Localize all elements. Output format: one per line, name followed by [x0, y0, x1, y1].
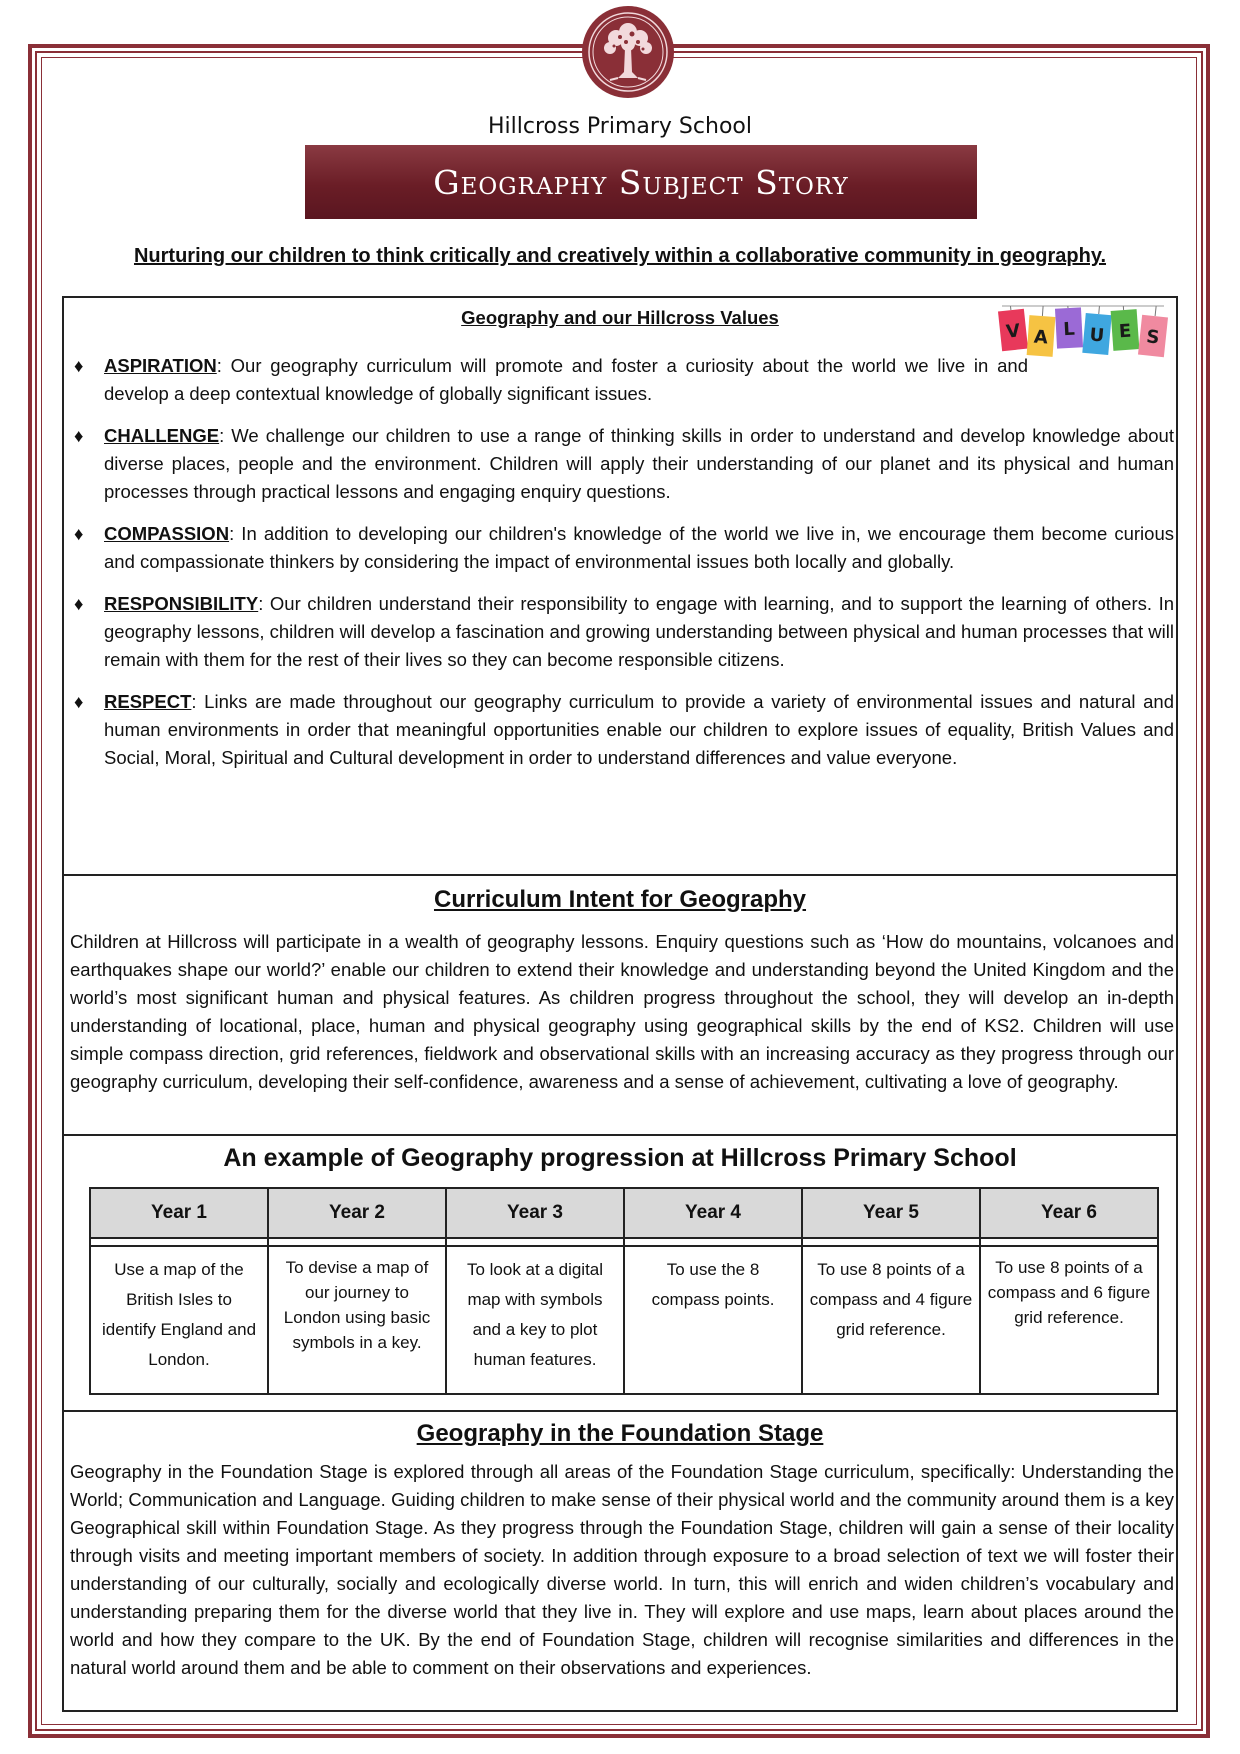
value-text: : Our geography curriculum will promote and foster a curiosity about the world we live in and develop a deep contextual knowledge of globally significant issues.: [104, 355, 1028, 404]
year-header: Year 1: [90, 1188, 268, 1238]
values-letter-tile: [998, 305, 1028, 351]
value-item-compassion: [70, 520, 1174, 576]
year-header: Year 6: [980, 1188, 1158, 1238]
progression-table: [89, 1187, 1159, 1395]
values-letter: L: [1062, 318, 1076, 341]
values-letter: V: [1005, 320, 1022, 343]
progression-cell: To look at a digital map with symbols and a key to plot human features.: [446, 1246, 624, 1394]
diamond-bullet-icon: ♦: [74, 355, 84, 376]
progression-cell: To use the 8 compass points.: [624, 1246, 802, 1394]
values-letter-tile: [1027, 305, 1056, 357]
progression-row: [90, 1246, 1158, 1394]
year-header: Year 2: [268, 1188, 446, 1238]
progression-header-row: [90, 1188, 1158, 1238]
value-text: : Our children understand their responsibility to engage with learning, and to support the learning of others. In geography lessons, children will develop a fascination and growing understanding between physical and human processes that will remain with them for the rest of their lives so they can become responsible citizens.: [104, 593, 1174, 670]
values-list: [70, 352, 1174, 786]
value-item-challenge: [70, 422, 1174, 506]
foundation-body: Geography in the Foundation Stage is explored through all areas of the Foundation Stage curriculum, specifically: Understanding the World; Communication and Language. Guiding children to make sense of their physical world and the community around them is a key Geographical skill within Foundation Stage. As they progress through the Foundation Stage, children will gain a sense of their locality through visits and meeting important members of society. In addition through exposure to a broad selection of text we will foster their understanding of our culturally, socially and ecologically diverse world. In turn, this will enrich and widen children’s vocabulary and understanding preparing them for the diverse world that they live in. They will explore and use maps, learn about places around the world and how they compare to the UK. By the end of Foundation Stage, children will recognise similarities and differences in the natural world around them and be able to comment on their observations and experiences.: [70, 1461, 1174, 1678]
value-item-responsibility: [70, 590, 1174, 674]
progression-cell: Use a map of the British Isles to identify England and London.: [90, 1246, 268, 1394]
section-divider: [62, 1134, 1178, 1136]
intent-body: Children at Hillcross will participate in a wealth of geography lessons. Enquiry questions such as ‘How do mountains, volcanoes and earthquakes shape our world?’ enable our children to extend their knowledge and understanding beyond the United Kingdom and the world’s most significant human and physical features. As children progress throughout the school, they will develop an in-depth understanding of locational, place, human and physical geography using geographical skills by the end of KS2. Children will use simple compass direction, grid references, fieldwork and observational skills with an increasing accuracy as they progress through our geography curriculum, developing their self-confidence, awareness and a sense of achievement, cultivating a love of geography.: [70, 931, 1174, 1092]
diamond-bullet-icon: ♦: [74, 425, 84, 446]
school-name: Hillcross Primary School: [488, 114, 752, 139]
values-heading: Geography and our Hillcross Values: [461, 307, 779, 328]
values-letter-tile: [1082, 305, 1112, 355]
table-spacer-row: [90, 1238, 1158, 1246]
value-name: ASPIRATION: [104, 355, 217, 376]
year-header: Year 3: [446, 1188, 624, 1238]
motto: Nurturing our children to think critically and creatively within a collaborative community in geography.: [133, 245, 1107, 267]
section-divider: [62, 1410, 1178, 1412]
value-name: COMPASSION: [104, 523, 230, 544]
value-item-respect: [70, 688, 1174, 772]
value-text: : Links are made throughout our geography curriculum to provide a variety of environmental issues and natural and human environments in order that meaningful opportunities enable our children to explore issues of equality, British Values and Social, Moral, Spiritual and Cultural development in order to understand differences and value everyone.: [104, 691, 1174, 768]
diamond-bullet-icon: ♦: [74, 691, 84, 712]
school-tree-logo: [580, 4, 676, 100]
foundation-heading: Geography in the Foundation Stage: [416, 1420, 824, 1447]
values-letter-tile: [1110, 305, 1139, 351]
section-divider: [62, 874, 1178, 876]
values-letter: A: [1033, 326, 1049, 349]
diamond-bullet-icon: ♦: [74, 593, 84, 614]
value-name: RESPECT: [104, 691, 192, 712]
year-header: Year 5: [802, 1188, 980, 1238]
value-text: : We challenge our children to use a range of thinking skills in order to understand and develop knowledge about diverse places, people and the environment. Children will apply their understanding of our planet and its physical and human processes through practical lessons and engaging enquiry questions.: [104, 425, 1174, 502]
value-name: RESPONSIBILITY: [104, 593, 259, 614]
values-letter: U: [1088, 324, 1106, 347]
intent-heading: Curriculum Intent for Geography: [433, 886, 807, 913]
value-text: : In addition to developing our children's knowledge of the world we live in, we encourage them become curious and compassionate thinkers by considering the impact of environmental issues both locally and globally.: [104, 523, 1174, 572]
progression-heading: An example of Geography progression at Hillcross Primary School: [223, 1144, 1017, 1172]
progression-cell: To use 8 points of a compass and 6 figure grid reference.: [980, 1246, 1158, 1394]
value-name: CHALLENGE: [104, 425, 220, 446]
year-header: Year 4: [624, 1188, 802, 1238]
diamond-bullet-icon: ♦: [74, 523, 84, 544]
values-letter-tile: [1055, 305, 1083, 348]
page-title: Geography Subject Story: [305, 145, 977, 219]
values-letter-tile: [1138, 305, 1169, 357]
values-letter: E: [1118, 320, 1132, 343]
values-letter: S: [1145, 326, 1161, 349]
progression-cell: To devise a map of our journey to London using basic symbols in a key.: [268, 1246, 446, 1394]
value-item-aspiration: [70, 352, 1028, 408]
progression-cell: To use 8 points of a compass and 4 figure grid reference.: [802, 1246, 980, 1394]
